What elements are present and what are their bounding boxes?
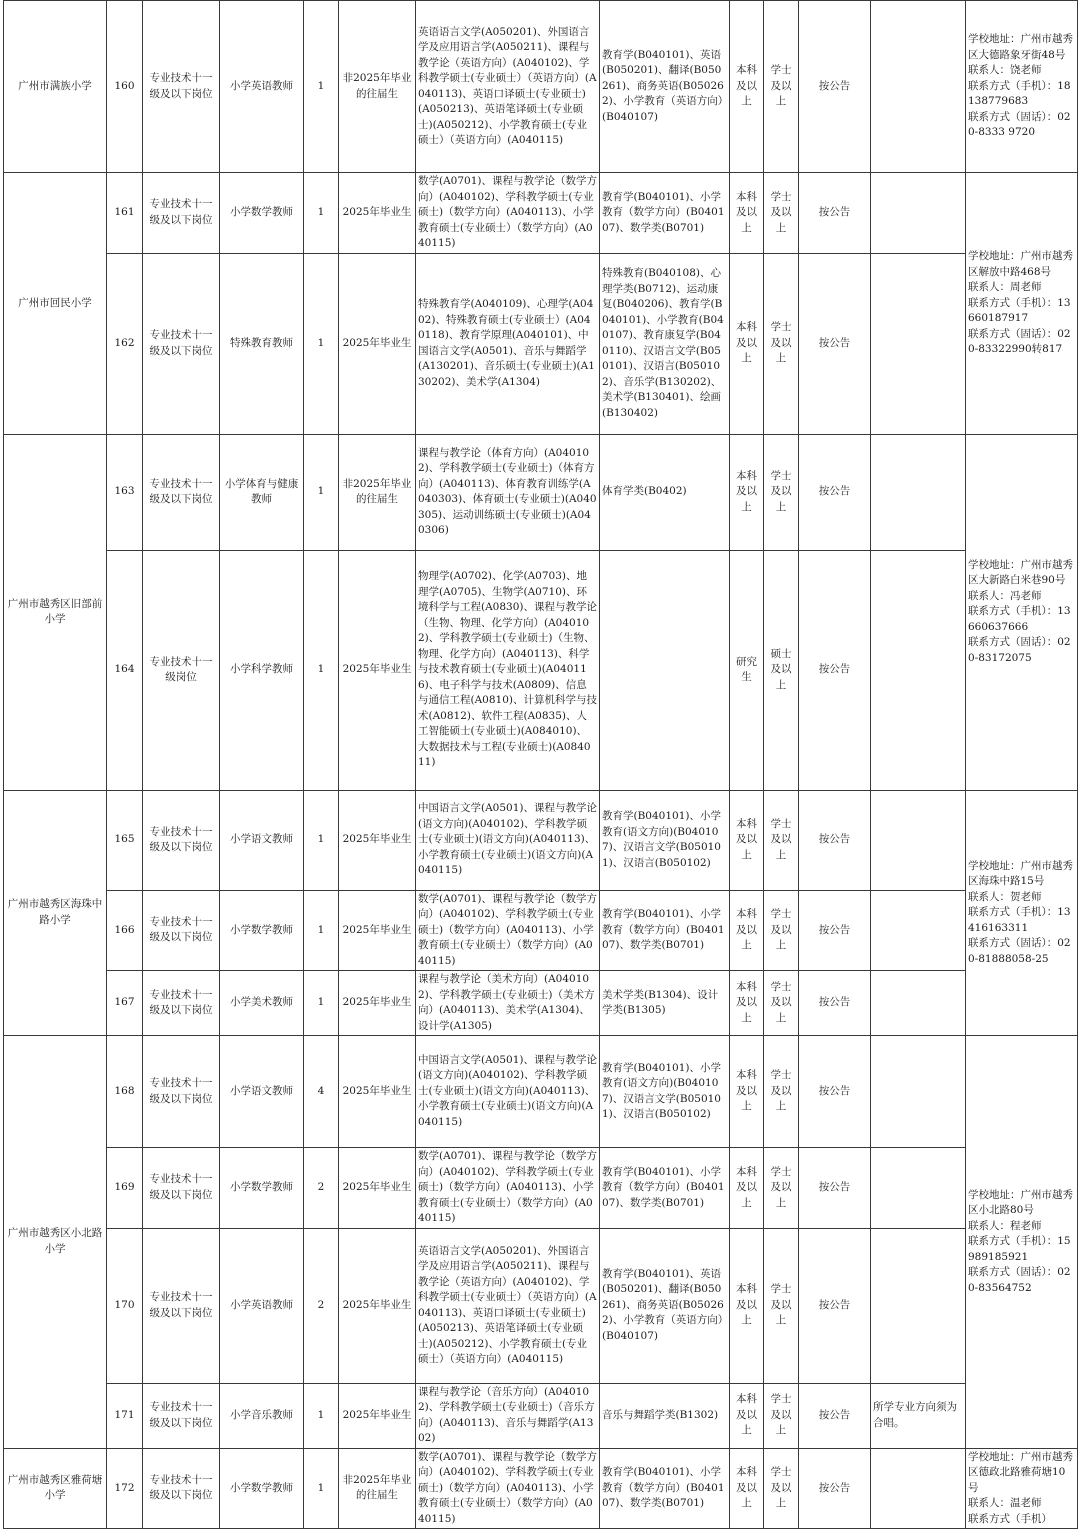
remark: 所学专业方向须为合唱。 <box>871 1383 966 1448</box>
post-number: 161 <box>107 173 143 254</box>
table-row <box>4 434 1078 550</box>
school-name: 广州市越秀区旧部前小学 <box>4 434 107 790</box>
undergraduate-major: 教育学(B040101)、小学教育(语文方向)(B040107)、汉语言文学(B050101)、汉语言(B050102) <box>600 790 730 890</box>
other-requirement: 按公告 <box>799 971 871 1036</box>
hire-count: 1 <box>304 173 339 254</box>
remark <box>871 253 966 434</box>
contact-landline: 联系方式（固话）：020-83322990转817 <box>968 327 1071 355</box>
graduate-major: 数学(A0701)、课程与教学论（数学方向）(A040102)、学科教学硕士(专业硕士)（数学方向）(A040113)、小学教育硕士(专业硕士）（数学方向）(A040115) <box>416 1148 600 1229</box>
school-address: 学校地址：广州市越秀区海珠中路15号 <box>968 859 1073 887</box>
table-row <box>4 1383 1078 1448</box>
education-requirement: 本科及以上 <box>730 1448 764 1529</box>
school-address: 学校地址：广州市越秀区解放中路468号 <box>968 250 1073 278</box>
other-requirement: 按公告 <box>799 550 871 790</box>
undergraduate-major: 教育学(B040101)、小学教育（数学方向）(B040107)、数学类(B0701) <box>600 1148 730 1229</box>
remark <box>871 1 966 173</box>
target-group: 非2025年毕业的往届生 <box>339 1448 416 1529</box>
graduate-major: 课程与教学论（体育方向）(A040102)、学科教学硕士(专业硕士)（体育方向）(A040113)、体育教育训练学(A040303)、体育硕士(专业硕士)(A040305)、运动训练硕士(专业硕士)(A040306) <box>416 434 600 550</box>
hire-count: 4 <box>304 1036 339 1148</box>
post-number: 160 <box>107 1 143 173</box>
education-requirement: 本科及以上 <box>730 971 764 1036</box>
other-requirement: 按公告 <box>799 790 871 890</box>
contact-mobile: 联系方式（手机）：15989185921 <box>968 1235 1071 1263</box>
table-row <box>4 790 1078 890</box>
school-address: 学校地址：广州市越秀区小北路80号 <box>968 1188 1073 1216</box>
contact-landline: 联系方式（固话）：020-8333 9720 <box>968 110 1071 139</box>
target-group: 2025年毕业生 <box>339 253 416 434</box>
school-name: 广州市越秀区海珠中路小学 <box>4 790 107 1036</box>
table-row <box>4 550 1078 790</box>
contact-person: 联系人：贺老师 <box>968 890 1042 903</box>
remark <box>871 890 966 971</box>
post-number: 162 <box>107 253 143 434</box>
degree-requirement: 学士及以上 <box>764 790 799 890</box>
post-level: 专业技术十一级岗位 <box>143 550 220 790</box>
contact-landline: 联系方式（固话）：020-83564752 <box>968 1266 1071 1294</box>
post-name: 小学英语教师 <box>220 1228 304 1383</box>
table-row <box>4 1 1078 173</box>
degree-requirement: 硕士及以上 <box>764 550 799 790</box>
contact-person: 联系人：温老师 <box>968 1497 1042 1509</box>
degree-requirement: 学士及以上 <box>764 173 799 254</box>
education-requirement: 本科及以上 <box>730 890 764 971</box>
school-address: 学校地址：广州市越秀区德政北路雅荷塘10号 <box>968 1450 1073 1494</box>
post-number: 164 <box>107 550 143 790</box>
graduate-major: 英语语言文学(A050201)、外国语言学及应用语言学(A050211)、课程与教学论（英语方向）(A040102)、学科教学硕士(专业硕士）（英语方向）(A040113)、英语口译硕士(专业硕士)(A050213)、英语笔译硕士(专业硕士)(A050212)、小学教育硕士(专业硕士）（英语方向）(A040115) <box>416 1228 600 1383</box>
undergraduate-major <box>600 550 730 790</box>
hire-count: 2 <box>304 1148 339 1229</box>
contact-mobile: 联系方式（手机）：13416163311 <box>968 906 1071 934</box>
undergraduate-major: 教育学(B040101)、英语(B050201)、翻译(B050261)、商务英语(B050262)、小学教育（英语方向）(B040107) <box>600 1228 730 1383</box>
table-row <box>4 890 1078 971</box>
remark <box>871 971 966 1036</box>
post-level: 专业技术十一级及以下岗位 <box>143 1383 220 1448</box>
post-level: 专业技术十一级及以下岗位 <box>143 1448 220 1529</box>
degree-requirement: 学士及以上 <box>764 1383 799 1448</box>
school-name: 广州市回民小学 <box>4 173 107 435</box>
undergraduate-major: 特殊教育(B040108)、心理学类(B0712)、运动康复(B040206)、教育学(B040101)、小学教育(B040107)、教育康复学(B040110)、汉语言文学(B050101)、汉语言(B050102)、音乐学(B130202)、美术学(B130401)、绘画(B130402) <box>600 253 730 434</box>
post-name: 小学体育与健康教师 <box>220 434 304 550</box>
post-name: 小学数学教师 <box>220 890 304 971</box>
remark <box>871 1448 966 1529</box>
degree-requirement: 学士及以上 <box>764 971 799 1036</box>
degree-requirement: 学士及以上 <box>764 1228 799 1383</box>
target-group: 2025年毕业生 <box>339 1148 416 1229</box>
hire-count: 1 <box>304 890 339 971</box>
post-number: 168 <box>107 1036 143 1148</box>
school-name: 广州市满族小学 <box>4 1 107 173</box>
education-requirement: 本科及以上 <box>730 1383 764 1448</box>
graduate-major: 课程与教学论（音乐方向）(A040102)、学科教学硕士(专业硕士)（音乐方向）(A040113)、音乐与舞蹈学(A1302) <box>416 1383 600 1448</box>
education-requirement: 本科及以上 <box>730 1148 764 1229</box>
hire-count: 1 <box>304 1448 339 1529</box>
education-requirement: 本科及以上 <box>730 434 764 550</box>
target-group: 非2025年毕业的往届生 <box>339 434 416 550</box>
contact-mobile: 联系方式（手机） <box>968 1512 1052 1525</box>
remark <box>871 173 966 254</box>
target-group: 2025年毕业生 <box>339 790 416 890</box>
post-level: 专业技术十一级及以下岗位 <box>143 173 220 254</box>
post-name: 小学数学教师 <box>220 1148 304 1229</box>
undergraduate-major: 体育学类(B0402) <box>600 434 730 550</box>
target-group: 非2025年毕业的往届生 <box>339 1 416 173</box>
other-requirement: 按公告 <box>799 1 871 173</box>
post-name: 小学美术教师 <box>220 971 304 1036</box>
table-row <box>4 971 1078 1036</box>
table-row <box>4 1448 1078 1529</box>
remark <box>871 790 966 890</box>
target-group: 2025年毕业生 <box>339 1383 416 1448</box>
target-group: 2025年毕业生 <box>339 890 416 971</box>
hire-count: 1 <box>304 1383 339 1448</box>
contact-person: 联系人：冯老师 <box>968 589 1042 602</box>
education-requirement: 本科及以上 <box>730 1036 764 1148</box>
school-name: 广州市越秀区小北路小学 <box>4 1036 107 1449</box>
other-requirement: 按公告 <box>799 1036 871 1148</box>
post-number: 167 <box>107 971 143 1036</box>
contact-mobile: 联系方式（手机）：13660637666 <box>968 605 1071 633</box>
remark <box>871 550 966 790</box>
post-level: 专业技术十一级及以下岗位 <box>143 253 220 434</box>
school-address: 学校地址：广州市越秀区大德路象牙街48号 <box>968 33 1073 61</box>
undergraduate-major: 美术学类(B1304)、设计学类(B1305) <box>600 971 730 1036</box>
undergraduate-major: 教育学(B040101)、英语(B050201)、翻译(B050261)、商务英语(B050262)、小学教育（英语方向）(B040107) <box>600 1 730 173</box>
post-name: 小学科学教师 <box>220 550 304 790</box>
post-name: 小学语文教师 <box>220 1036 304 1148</box>
education-requirement: 研究生 <box>730 550 764 790</box>
contact-person: 联系人：周老师 <box>968 281 1042 293</box>
post-level: 专业技术十一级及以下岗位 <box>143 1 220 173</box>
hire-count: 1 <box>304 790 339 890</box>
graduate-major: 中国语言文学(A0501)、课程与教学论(语文方向)(A040102)、学科教学硕士(专业硕士)(语文方向)(A040113)、小学教育硕士(专业硕士)(语文方向)(A040115) <box>416 790 600 890</box>
graduate-major: 特殊教育学(A040109)、心理学(A0402)、特殊教育硕士(专业硕士）(A040118)、教育学原理(A040101)、中国语言文学(A0501)、音乐与舞蹈学(A130201)、音乐硕士(专业硕士)(A130202)、美术学(A1304) <box>416 253 600 434</box>
graduate-major: 中国语言文学(A0501)、课程与教学论(语文方向)(A040102)、学科教学硕士(专业硕士)(语文方向)(A040113)、小学教育硕士(专业硕士)(语文方向)(A040115) <box>416 1036 600 1148</box>
table-row <box>4 253 1078 434</box>
post-level: 专业技术十一级及以下岗位 <box>143 971 220 1036</box>
post-number: 169 <box>107 1148 143 1229</box>
post-number: 172 <box>107 1448 143 1529</box>
other-requirement: 按公告 <box>799 434 871 550</box>
hire-count: 1 <box>304 253 339 434</box>
remark <box>871 1148 966 1229</box>
post-number: 165 <box>107 790 143 890</box>
other-requirement: 按公告 <box>799 253 871 434</box>
contact-person: 联系人：程老师 <box>968 1219 1042 1232</box>
other-requirement: 按公告 <box>799 1448 871 1529</box>
graduate-major: 物理学(A0702)、化学(A0703)、地理学(A0705)、生物学(A0710)、环境科学与工程(A0830)、课程与教学论（生物、物理、化学方向）(A040102)、学科教学硕士(专业硕士)（生物、物理、化学方向）(A040113)、科学与技术教育硕士(专业硕士)(A040116)、电子科学与技术(A0809)、信息与通信工程(A0810)、计算机科学与技术(A0812)、软件工程(A0835)、人工智能硕士(专业硕士)(A084010)、大数据技术与工程(专业硕士)(A084011) <box>416 550 600 790</box>
education-requirement: 本科及以上 <box>730 1228 764 1383</box>
school-contact <box>966 1448 1078 1529</box>
graduate-major: 数学(A0701)、课程与教学论（数学方向）(A040102)、学科教学硕士(专业硕士)（数学方向）(A040113)、小学教育硕士(专业硕士）（数学方向）(A040115) <box>416 173 600 254</box>
target-group: 2025年毕业生 <box>339 173 416 254</box>
target-group: 2025年毕业生 <box>339 971 416 1036</box>
target-group: 2025年毕业生 <box>339 550 416 790</box>
education-requirement: 本科及以上 <box>730 173 764 254</box>
post-name: 小学数学教师 <box>220 1448 304 1529</box>
other-requirement: 按公告 <box>799 1148 871 1229</box>
hire-count: 1 <box>304 434 339 550</box>
education-requirement: 本科及以上 <box>730 253 764 434</box>
target-group: 2025年毕业生 <box>339 1228 416 1383</box>
undergraduate-major: 教育学(B040101)、小学教育（数学方向）(B040107)、数学类(B0701) <box>600 173 730 254</box>
graduate-major: 数学(A0701)、课程与教学论（数学方向）(A040102)、学科教学硕士(专业硕士)（数学方向）(A040113)、小学教育硕士(专业硕士）（数学方向）(A040115) <box>416 890 600 971</box>
school-contact <box>966 434 1078 790</box>
other-requirement: 按公告 <box>799 1383 871 1448</box>
post-number: 166 <box>107 890 143 971</box>
degree-requirement: 学士及以上 <box>764 890 799 971</box>
post-name: 小学语文教师 <box>220 790 304 890</box>
table-row <box>4 1148 1078 1229</box>
other-requirement: 按公告 <box>799 173 871 254</box>
post-number: 171 <box>107 1383 143 1448</box>
graduate-major: 课程与教学论（美术方向）(A040102)、学科教学硕士(专业硕士)（美术方向）(A040113)、美术学(A1304)、设计学(A1305) <box>416 971 600 1036</box>
education-requirement: 本科及以上 <box>730 790 764 890</box>
school-contact <box>966 1036 1078 1449</box>
undergraduate-major: 教育学(B040101)、小学教育(语文方向)(B040107)、汉语言文学(B050101)、汉语言(B050102) <box>600 1036 730 1148</box>
degree-requirement: 学士及以上 <box>764 1 799 173</box>
degree-requirement: 学士及以上 <box>764 1148 799 1229</box>
school-contact <box>966 173 1078 435</box>
contact-person: 联系人：饶老师 <box>968 64 1042 77</box>
post-level: 专业技术十一级及以下岗位 <box>143 434 220 550</box>
graduate-major: 数学(A0701)、课程与教学论（数学方向）(A040102)、学科教学硕士(专业硕士)（数学方向）(A040113)、小学教育硕士(专业硕士）（数学方向）(A040115) <box>416 1448 600 1529</box>
contact-mobile: 联系方式（手机）：18138779683 <box>968 79 1071 108</box>
school-contact <box>966 1 1078 173</box>
post-level: 专业技术十一级及以下岗位 <box>143 1148 220 1229</box>
table-row <box>4 1228 1078 1383</box>
post-level: 专业技术十一级及以下岗位 <box>143 790 220 890</box>
contact-landline: 联系方式（固话）：020-81888058-25 <box>968 937 1071 965</box>
degree-requirement: 学士及以上 <box>764 1036 799 1148</box>
post-name: 小学数学教师 <box>220 173 304 254</box>
hire-count: 1 <box>304 550 339 790</box>
post-name: 特殊教育教师 <box>220 253 304 434</box>
table-row <box>4 1036 1078 1148</box>
post-number: 170 <box>107 1228 143 1383</box>
remark <box>871 1228 966 1383</box>
education-requirement: 本科及以上 <box>730 1 764 173</box>
school-contact <box>966 790 1078 1036</box>
other-requirement: 按公告 <box>799 890 871 971</box>
post-number: 163 <box>107 434 143 550</box>
undergraduate-major: 教育学(B040101)、小学教育（数学方向）(B040107)、数学类(B0701) <box>600 890 730 971</box>
remark <box>871 434 966 550</box>
school-name: 广州市越秀区雅荷塘小学 <box>4 1448 107 1529</box>
target-group: 2025年毕业生 <box>339 1036 416 1148</box>
degree-requirement: 学士及以上 <box>764 434 799 550</box>
degree-requirement: 学士及以上 <box>764 1448 799 1529</box>
hire-count: 2 <box>304 1228 339 1383</box>
post-level: 专业技术十一级及以下岗位 <box>143 1036 220 1148</box>
school-address: 学校地址：广州市越秀区大新路白米巷90号 <box>968 558 1073 587</box>
contact-mobile: 联系方式（手机）：13660187917 <box>968 296 1071 324</box>
hire-count: 1 <box>304 1 339 173</box>
degree-requirement: 学士及以上 <box>764 253 799 434</box>
undergraduate-major: 教育学(B040101)、小学教育（数学方向）(B040107)、数学类(B0701) <box>600 1448 730 1529</box>
graduate-major: 英语语言文学(A050201)、外国语言学及应用语言学(A050211)、课程与教学论（英语方向）(A040102)、学科教学硕士(专业硕士）（英语方向）(A040113)、英语口译硕士(专业硕士)(A050213)、英语笔译硕士(专业硕士)(A050212)、小学教育硕士(专业硕士）（英语方向）(A040115) <box>416 1 600 173</box>
post-name: 小学音乐教师 <box>220 1383 304 1448</box>
contact-landline: 联系方式（固话）：020-83172075 <box>968 636 1071 664</box>
recruitment-table <box>3 0 1078 1529</box>
post-level: 专业技术十一级及以下岗位 <box>143 890 220 971</box>
other-requirement: 按公告 <box>799 1228 871 1383</box>
hire-count: 1 <box>304 971 339 1036</box>
table-row <box>4 173 1078 254</box>
post-name: 小学英语教师 <box>220 1 304 173</box>
post-level: 专业技术十一级及以下岗位 <box>143 1228 220 1383</box>
undergraduate-major: 音乐与舞蹈学类(B1302) <box>600 1383 730 1448</box>
remark <box>871 1036 966 1148</box>
